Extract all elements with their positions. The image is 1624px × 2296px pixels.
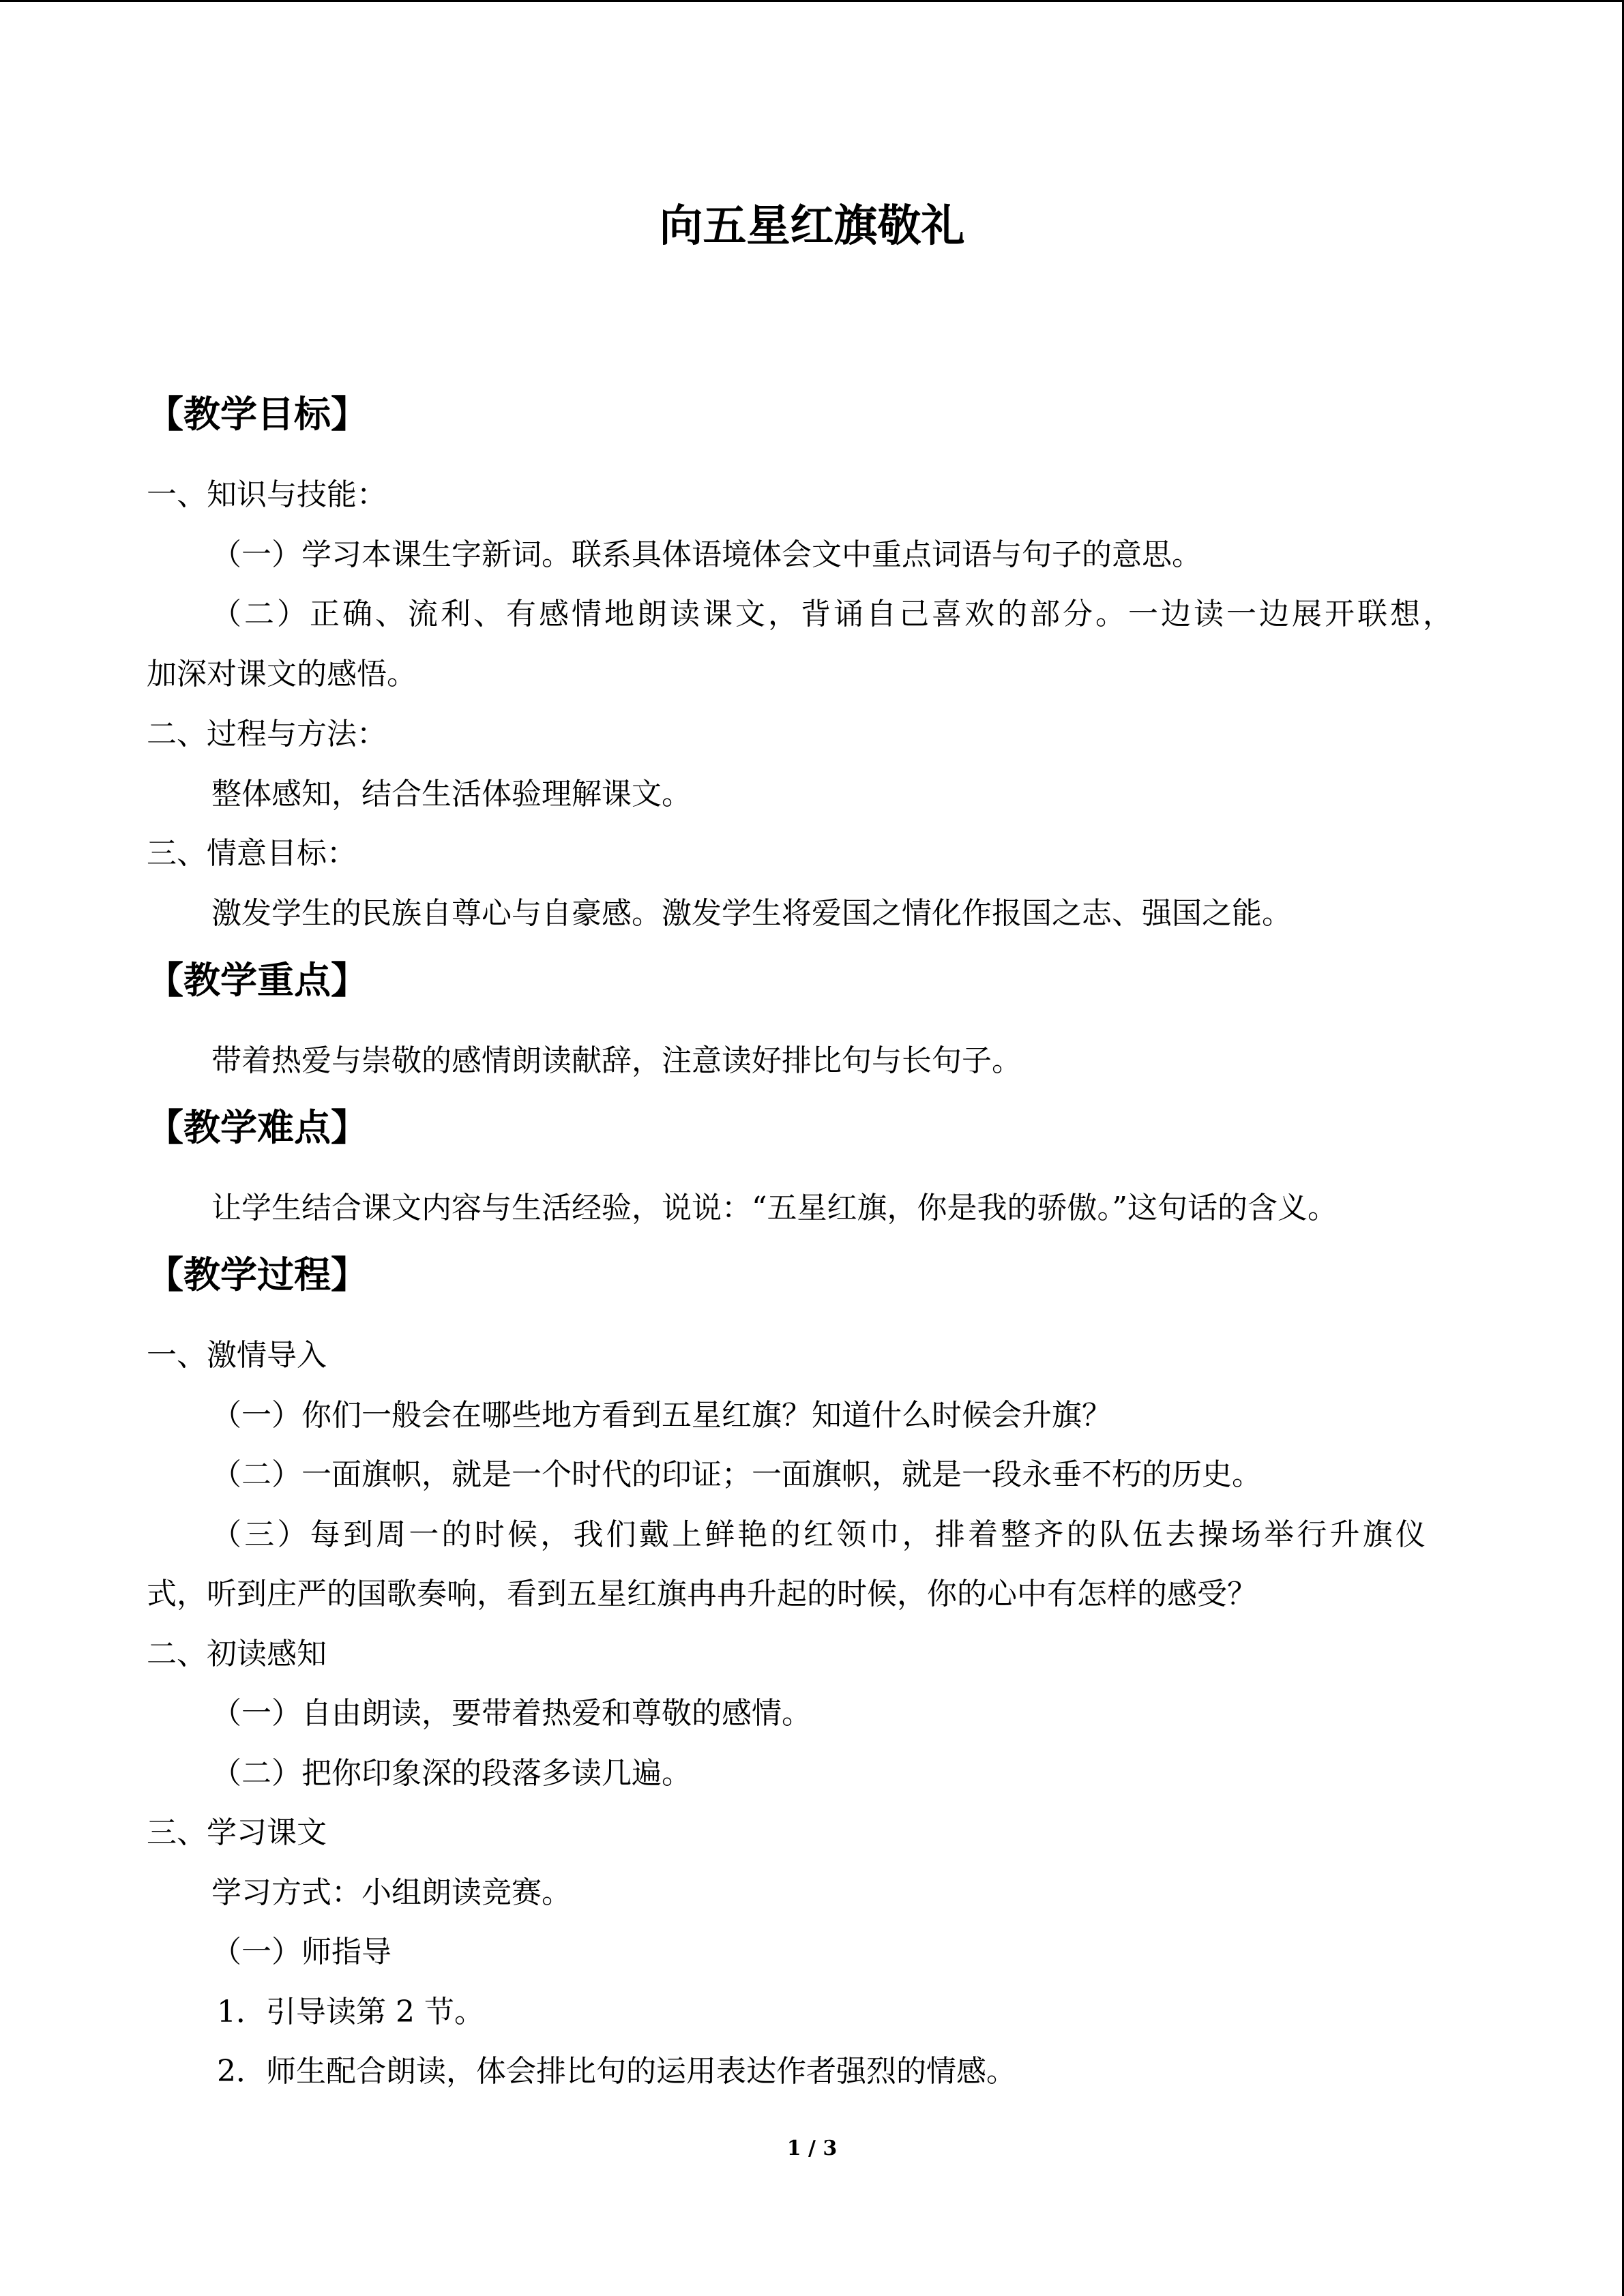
knowledge-item-2-line-1: （二）正确、流利、有感情地朗读课文，背诵自己喜欢的部分。一边读一边展开联想， xyxy=(211,597,1453,631)
study-method: 学习方式：小组朗读竞赛。 xyxy=(211,1875,572,1910)
heading-key-points: 【教学重点】 xyxy=(147,958,368,1002)
emotion-goal-text: 激发学生的民族自尊心与自豪感。激发学生将爱国之情化作报国之志、强国之能。 xyxy=(211,896,1292,931)
study-text-label: 三、学习课文 xyxy=(147,1815,327,1850)
key-points-text: 带着热爱与崇敬的感情朗读献辞，注意读好排比句与长句子。 xyxy=(211,1043,1022,1078)
intro-item-3-line-1: （三）每到周一的时候，我们戴上鲜艳的红领巾，排着整齐的队伍去操场举行升旗仪 xyxy=(211,1517,1426,1552)
intro-item-3-line-2: 式，听到庄严的国歌奏响，看到五星红旗冉冉升起的时候，你的心中有怎样的感受？ xyxy=(147,1577,1257,1611)
knowledge-skills-label: 一、知识与技能： xyxy=(147,477,387,512)
knowledge-item-1: （一）学习本课生字新词。联系具体语境体会文中重点词语与句子的意思。 xyxy=(211,537,1202,572)
heading-teaching-goals: 【教学目标】 xyxy=(147,392,368,436)
teacher-guidance-label: （一）师指导 xyxy=(211,1935,392,1969)
knowledge-item-2-line-2: 加深对课文的感悟。 xyxy=(147,657,417,691)
process-method-text: 整体感知，结合生活体验理解课文。 xyxy=(211,777,692,811)
first-reading-item-1: （一）自由朗读，要带着热爱和尊敬的感情。 xyxy=(211,1696,812,1731)
difficulties-text: 让学生结合课文内容与生活经验，说说：“五星红旗，你是我的骄傲。”这句话的含义。 xyxy=(211,1191,1338,1225)
page-number: 1 / 3 xyxy=(786,2136,838,2160)
heading-teaching-process: 【教学过程】 xyxy=(147,1253,368,1296)
intro-label: 一、激情导入 xyxy=(147,1338,327,1373)
emotion-goal-label: 三、情意目标： xyxy=(147,836,357,871)
document-title: 向五星红旗敬礼 xyxy=(659,200,965,252)
process-method-label: 二、过程与方法： xyxy=(147,717,387,751)
first-reading-label: 二、初读感知 xyxy=(147,1637,327,1671)
study-step-2: 2．师生配合朗读，体会排比句的运用表达作者强烈的情感。 xyxy=(217,2054,1016,2089)
study-step-1: 1．引导读第 2 节。 xyxy=(217,1995,484,2029)
first-reading-item-2: （二）把你印象深的段落多读几遍。 xyxy=(211,1756,692,1791)
intro-item-1: （一）你们一般会在哪些地方看到五星红旗？知道什么时候会升旗？ xyxy=(211,1398,1112,1433)
heading-difficulties: 【教学难点】 xyxy=(147,1105,368,1149)
intro-item-2: （二）一面旗帜，就是一个时代的印证；一面旗帜，就是一段永垂不朽的历史。 xyxy=(211,1457,1262,1492)
